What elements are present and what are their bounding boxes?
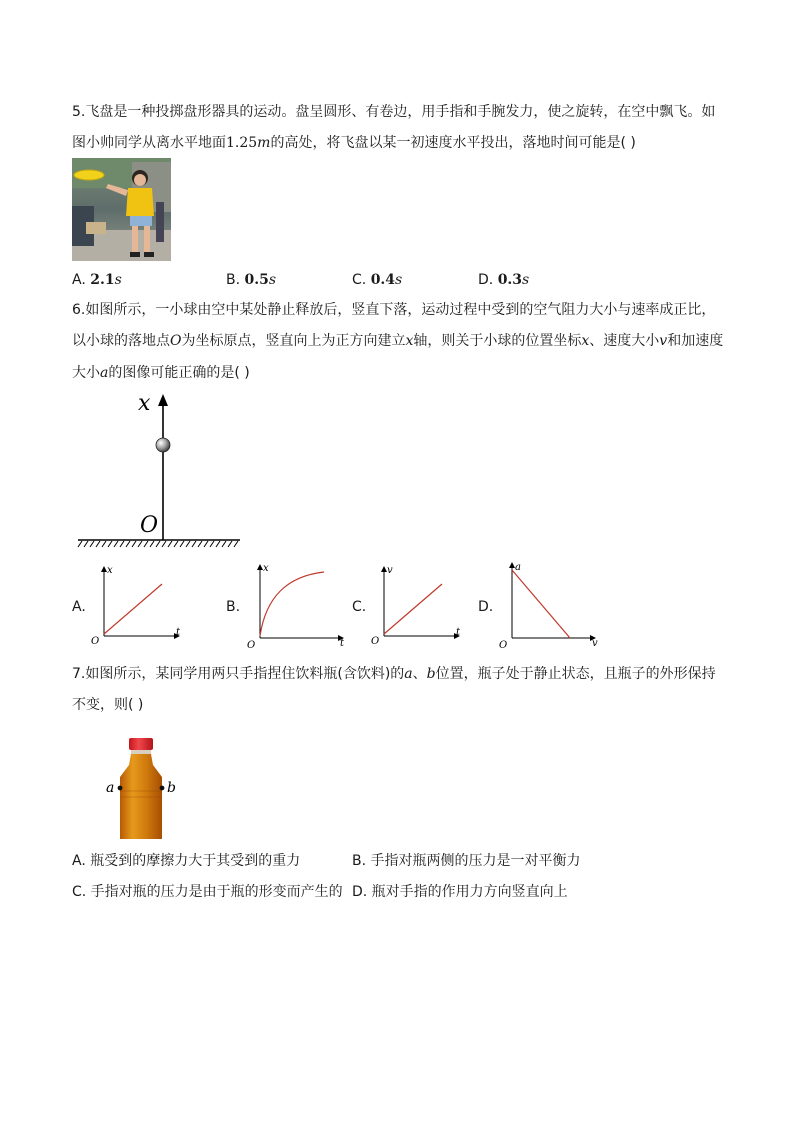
q7-var-a: a bbox=[404, 666, 413, 682]
frisbee-photo bbox=[72, 158, 171, 261]
option-value: 0.5 bbox=[244, 272, 269, 288]
x-axis-label: t bbox=[176, 627, 181, 638]
q6-option-d-letter[interactable]: D. bbox=[478, 599, 494, 615]
q6-text: 以小球的落地点 bbox=[72, 333, 170, 349]
q6-text: 大小 bbox=[72, 365, 100, 381]
y-axis-label: v bbox=[387, 565, 393, 576]
q6-stem-line3 bbox=[72, 363, 250, 383]
q5-option-a[interactable] bbox=[72, 270, 122, 290]
bottle-cap bbox=[129, 738, 153, 750]
q6-text: 为坐标原点，竖直向上为正方向建立 bbox=[181, 333, 406, 349]
y-axis-label: x bbox=[263, 563, 269, 574]
q7-stem-line1 bbox=[72, 664, 716, 684]
q6-var-o: O bbox=[170, 333, 182, 349]
q7-bottle-figure bbox=[100, 735, 190, 843]
q6-text: 和加速度 bbox=[667, 333, 724, 349]
graph-line bbox=[104, 584, 162, 634]
q6-option-c-letter[interactable]: C. bbox=[352, 599, 367, 615]
q7-var-b: b bbox=[426, 666, 436, 682]
q5-text: 的高处，将飞盘以某一初速度水平投出，落地时间可能是( ) bbox=[270, 135, 636, 151]
q7-option-b[interactable]: B. 手指对瓶两侧的压力是一对平衡力 bbox=[352, 853, 581, 869]
label-a: a bbox=[106, 780, 115, 796]
q6-text: 轴，则关于小球的位置坐标 bbox=[413, 333, 582, 349]
q5-option-d[interactable] bbox=[478, 270, 529, 290]
x-axis-arrow bbox=[158, 394, 168, 406]
q5-stem-line1: 5.飞盘是一种投掷盘形器具的运动。盘呈圆形、有卷边，用手指和手腕发力，使之旋转，在空中飘飞。如 bbox=[72, 104, 716, 120]
q7-option-a[interactable]: A. 瓶受到的摩擦力大于其受到的重力 bbox=[72, 853, 301, 869]
q5-height-value: 1.25 bbox=[226, 135, 258, 151]
q6-stem-line2 bbox=[72, 331, 723, 351]
q6-text: 、速度大小 bbox=[589, 333, 660, 349]
option-unit: s bbox=[522, 272, 530, 288]
x-axis-label: v bbox=[592, 638, 598, 649]
option-letter: C. bbox=[352, 272, 367, 288]
x-axis-label: t bbox=[340, 638, 345, 649]
q7-text: 7.如图所示，某同学用两只手指捏住饮料瓶(含饮料)的 bbox=[72, 666, 405, 682]
q5-option-b[interactable] bbox=[226, 270, 276, 290]
q6-option-b-graph[interactable] bbox=[244, 560, 348, 650]
y-axis-label: x bbox=[107, 565, 113, 576]
q6-option-c-graph[interactable] bbox=[368, 562, 466, 648]
q7-text: 、 bbox=[412, 666, 427, 682]
x-axis-label: t bbox=[456, 627, 461, 638]
q6-option-d-graph[interactable] bbox=[496, 558, 602, 650]
grip-point-a bbox=[118, 786, 123, 791]
bottle-body bbox=[120, 754, 162, 839]
q6-option-a-letter[interactable]: A. bbox=[72, 599, 86, 615]
option-unit: s bbox=[268, 272, 277, 288]
y-axis-label: a bbox=[515, 562, 521, 573]
graph-line bbox=[384, 584, 442, 634]
grip-point-b bbox=[160, 786, 165, 791]
q6-var-a: a bbox=[100, 365, 109, 381]
option-letter: A. bbox=[72, 272, 86, 288]
graph-line bbox=[512, 570, 570, 638]
option-value: 0.4 bbox=[370, 272, 396, 288]
option-unit: s bbox=[395, 272, 403, 288]
option-letter: D. bbox=[478, 272, 494, 288]
option-value: 0.3 bbox=[497, 272, 523, 288]
origin-label: O bbox=[91, 636, 100, 647]
option-unit: s bbox=[114, 272, 122, 288]
q7-option-c[interactable]: C. 手指对瓶的压力是由于瓶的形变而产生的 bbox=[72, 884, 343, 900]
q6-var-x: x bbox=[405, 333, 414, 349]
label-b: b bbox=[167, 780, 176, 796]
q5-option-c[interactable] bbox=[352, 270, 402, 290]
q6-stem-line1: 6.如图所示，一小球由空中某处静止释放后，竖直下落，运动过程中受到的空气阻力大小与速率成正比， bbox=[72, 302, 716, 318]
q5-stem-line2 bbox=[72, 133, 636, 153]
q7-text: 位置，瓶子处于静止状态，且瓶子的外形保持 bbox=[435, 666, 716, 682]
q7-option-d[interactable]: D. 瓶对手指的作用力方向竖直向上 bbox=[352, 884, 568, 900]
q6-ball-figure bbox=[72, 390, 252, 550]
q5-text: 图小帅同学从离水平地面 bbox=[72, 135, 226, 151]
origin-label: O bbox=[499, 640, 508, 650]
ground-hatch bbox=[78, 541, 238, 547]
option-letter: B. bbox=[226, 272, 241, 288]
ball bbox=[156, 438, 170, 452]
q6-var-v: v bbox=[659, 333, 668, 349]
origin-label: O bbox=[247, 640, 256, 650]
q6-text: 的图像可能正确的是( ) bbox=[108, 365, 250, 381]
origin-label: O bbox=[140, 513, 159, 538]
x-axis-label: x bbox=[138, 391, 151, 416]
q7-stem-line2: 不变，则( ) bbox=[72, 697, 144, 713]
q6-var-x: x bbox=[581, 333, 590, 349]
option-value: 2.1 bbox=[90, 272, 115, 288]
q5-height-unit: m bbox=[257, 135, 271, 151]
q6-option-b-letter[interactable]: B. bbox=[226, 599, 241, 615]
graph-curve bbox=[260, 572, 324, 636]
q6-option-a-graph[interactable] bbox=[88, 562, 186, 648]
origin-label: O bbox=[371, 636, 380, 647]
